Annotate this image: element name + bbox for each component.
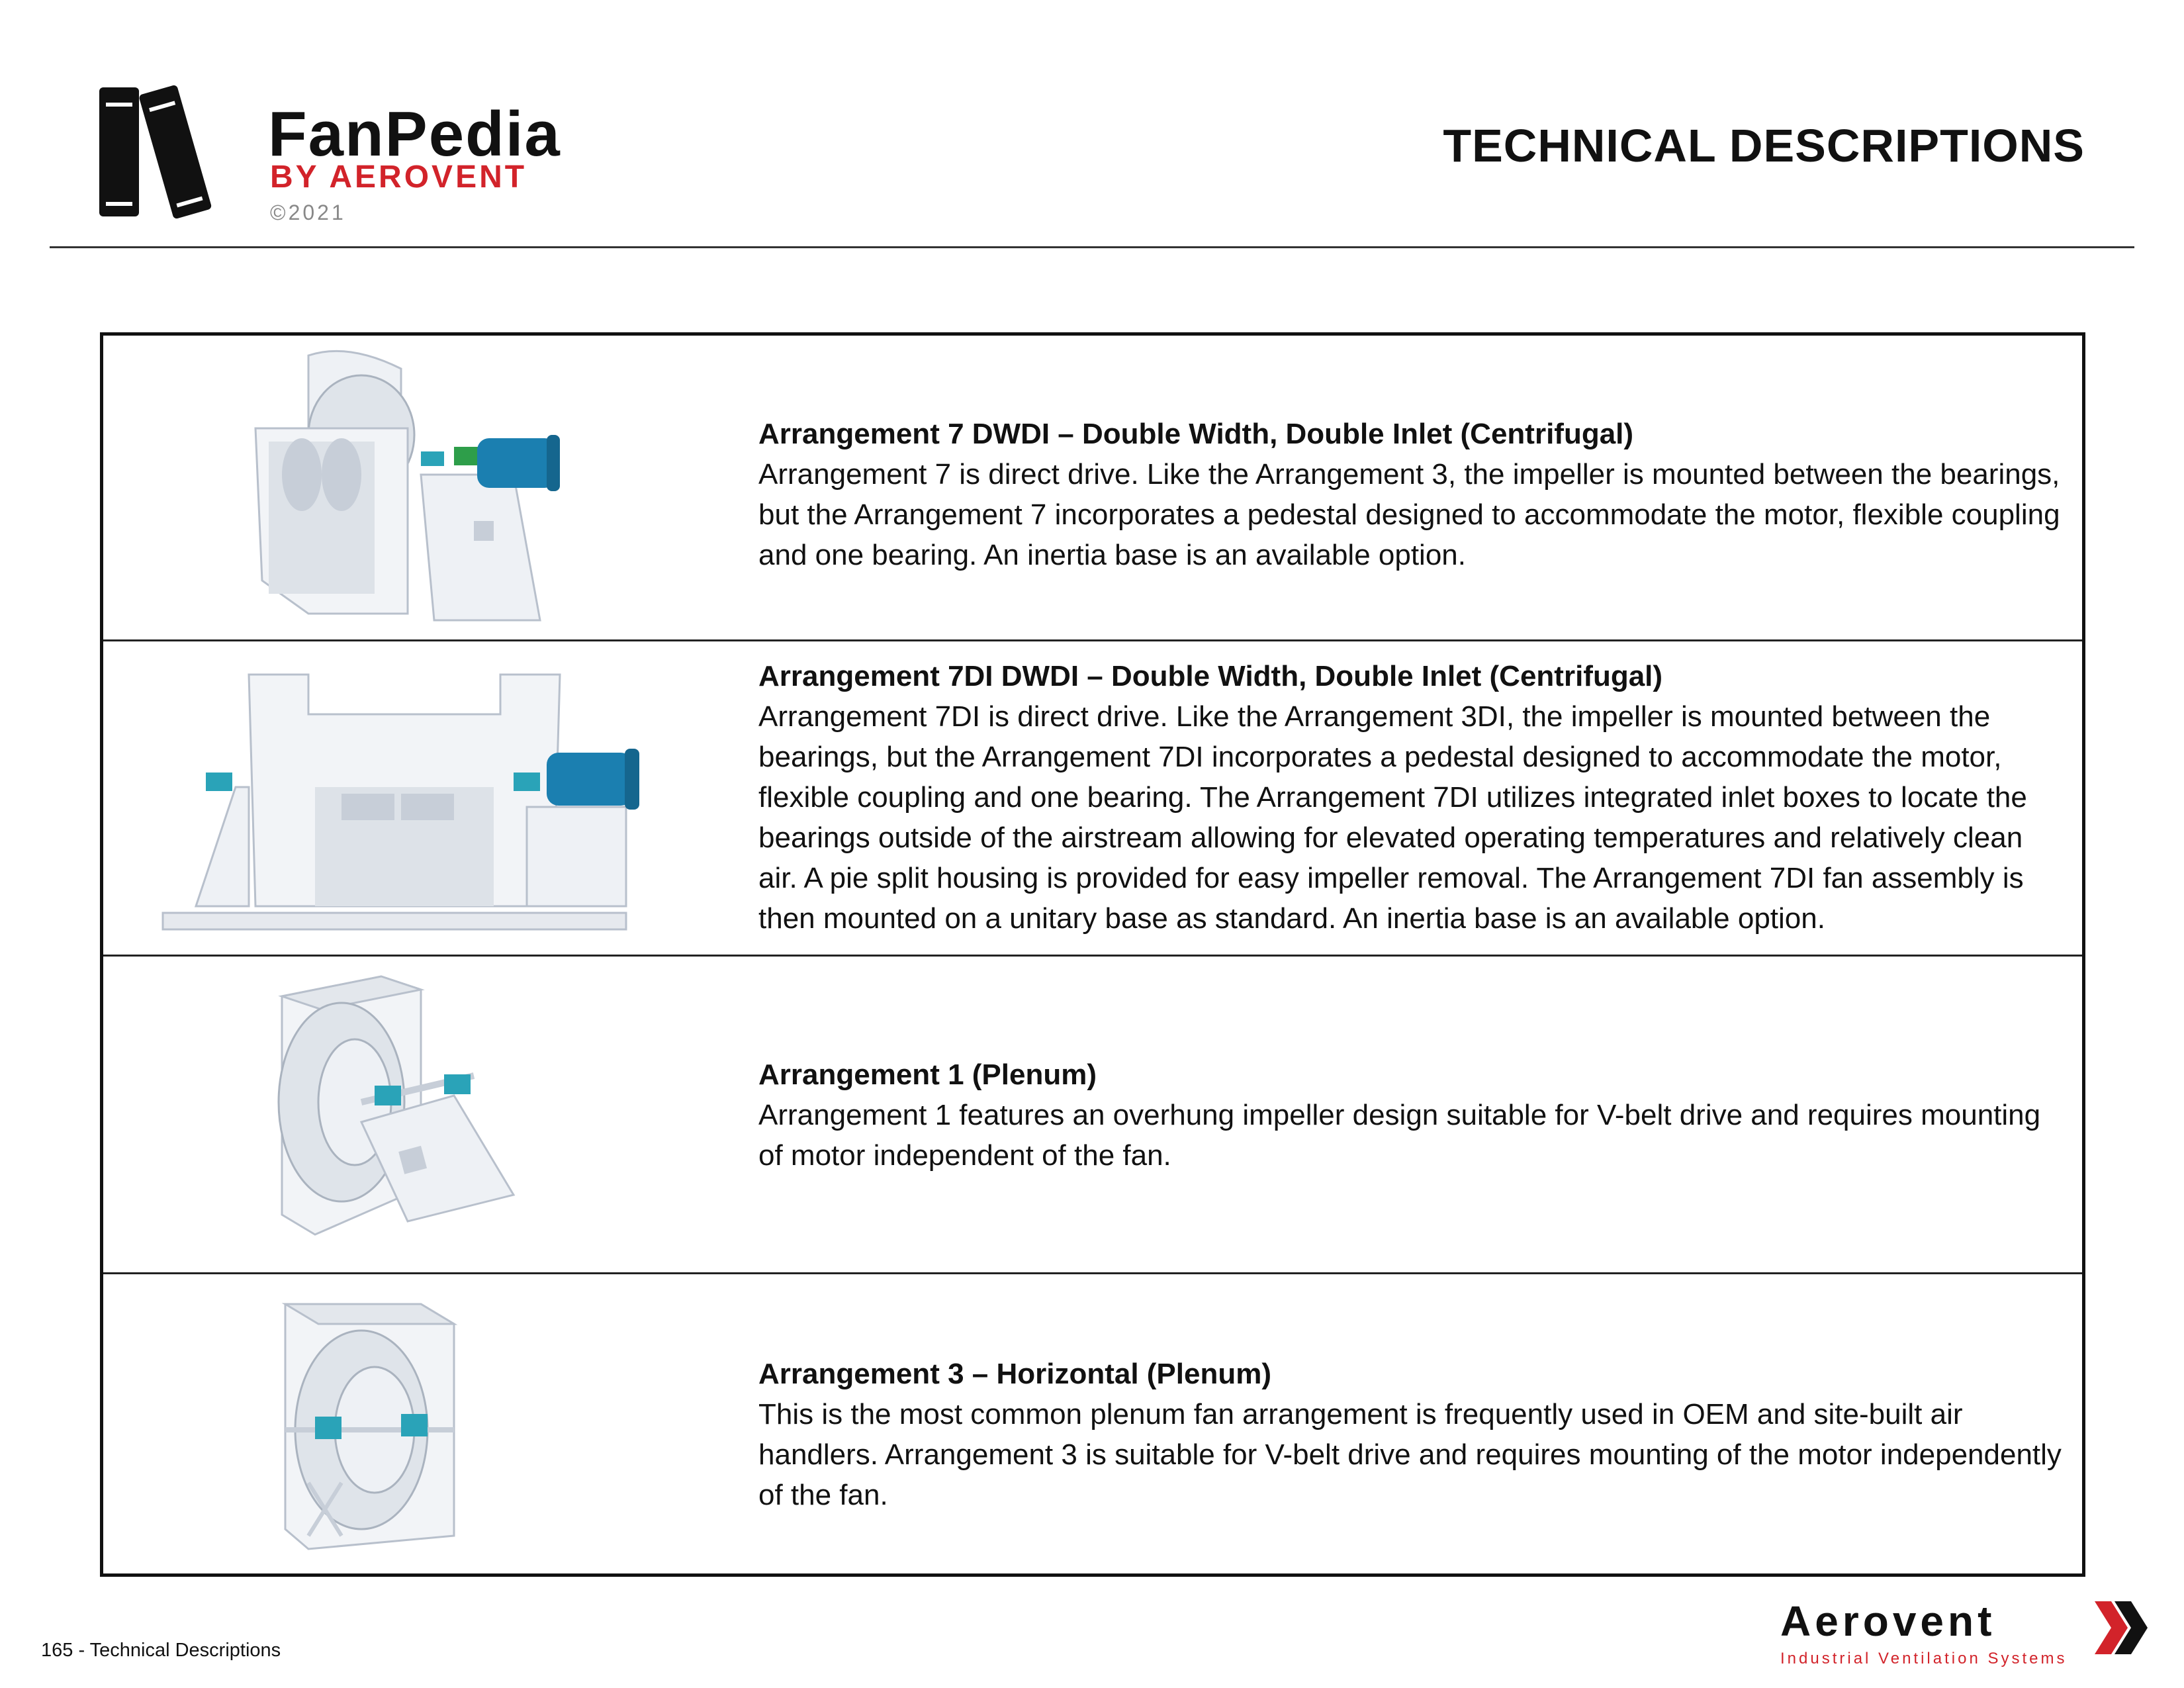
fanpedia-logo (96, 79, 692, 232)
row-text (758, 656, 2062, 939)
books-icon (96, 79, 235, 225)
header-divider (50, 246, 2134, 248)
table-row (103, 336, 2082, 641)
row-description: Arrangement 7 is direct drive. Like the Arrangement 3, the impeller is mounted between the bearings, but the Arrangement 7 incorporates a pedestal designed to accommodate the motor, flexible coupling and one bearing. An inertia base is an available option. (758, 458, 2060, 571)
row-title: Arrangement 3 – Horizontal (Plenum) (758, 1358, 1272, 1390)
table-row (103, 641, 2082, 957)
chevrons-icon (2091, 1598, 2151, 1658)
aerovent-logo (1780, 1597, 2151, 1676)
row-description: Arrangement 7DI is direct drive. Like the Arrangement 3DI, the impeller is mounted between the bearings, but the Arrangement 7DI incorporates a pedestal designed to accommodate the motor, flexible coupling and one bearing. The Arrangement 7DI utilizes integrated inlet boxes to locate the bearings outside of the airstream allowing for elevated operating temperatures and relatively clean air. A pie split housing is provided for easy impeller removal. The Arrangement 7DI fan assembly is then mounted on a unitary base as standard. An inertia base is an available option. (758, 700, 2027, 935)
page-footer-label: 165 - Technical Descriptions (41, 1640, 281, 1661)
brand-name: FanPedia (268, 99, 561, 169)
copyright: ©2021 (270, 201, 346, 224)
row-description: This is the most common plenum fan arrangement is frequently used in OEM and site-built air handlers. Arrangement 3 is suitable for V-belt drive and requires mounting of the motor independently of the fan. (758, 1398, 2062, 1511)
row-title: Arrangement 7 DWDI – Double Width, Double Inlet (Centrifugal) (758, 418, 1634, 450)
brand-subtitle: BY AEROVENT (270, 160, 527, 195)
row-text (758, 1055, 2062, 1176)
arrangements-table (100, 332, 2085, 1577)
row-title: Arrangement 1 (Plenum) (758, 1058, 1097, 1091)
arrangement-7di-dwdi-fan-image (143, 655, 712, 946)
arrangement-7-dwdi-fan-image (143, 342, 712, 633)
arrangement-3-horizontal-plenum-fan-image (143, 1284, 712, 1562)
page-title: TECHNICAL DESCRIPTIONS (1443, 120, 2085, 171)
row-text (758, 414, 2062, 575)
row-title: Arrangement 7DI DWDI – Double Width, Double Inlet (Centrifugal) (758, 660, 1663, 692)
aerovent-tagline: Industrial Ventilation Systems (1780, 1650, 2068, 1667)
row-description: Arrangement 1 features an overhung impeller design suitable for V-belt drive and requires mounting of motor independent of the fan. (758, 1099, 2041, 1172)
table-row (103, 957, 2082, 1274)
arrangement-1-plenum-fan-image (143, 970, 712, 1261)
row-text (758, 1354, 2062, 1515)
table-row (103, 1274, 2082, 1573)
aerovent-wordmark: Aerovent (1780, 1597, 1996, 1645)
